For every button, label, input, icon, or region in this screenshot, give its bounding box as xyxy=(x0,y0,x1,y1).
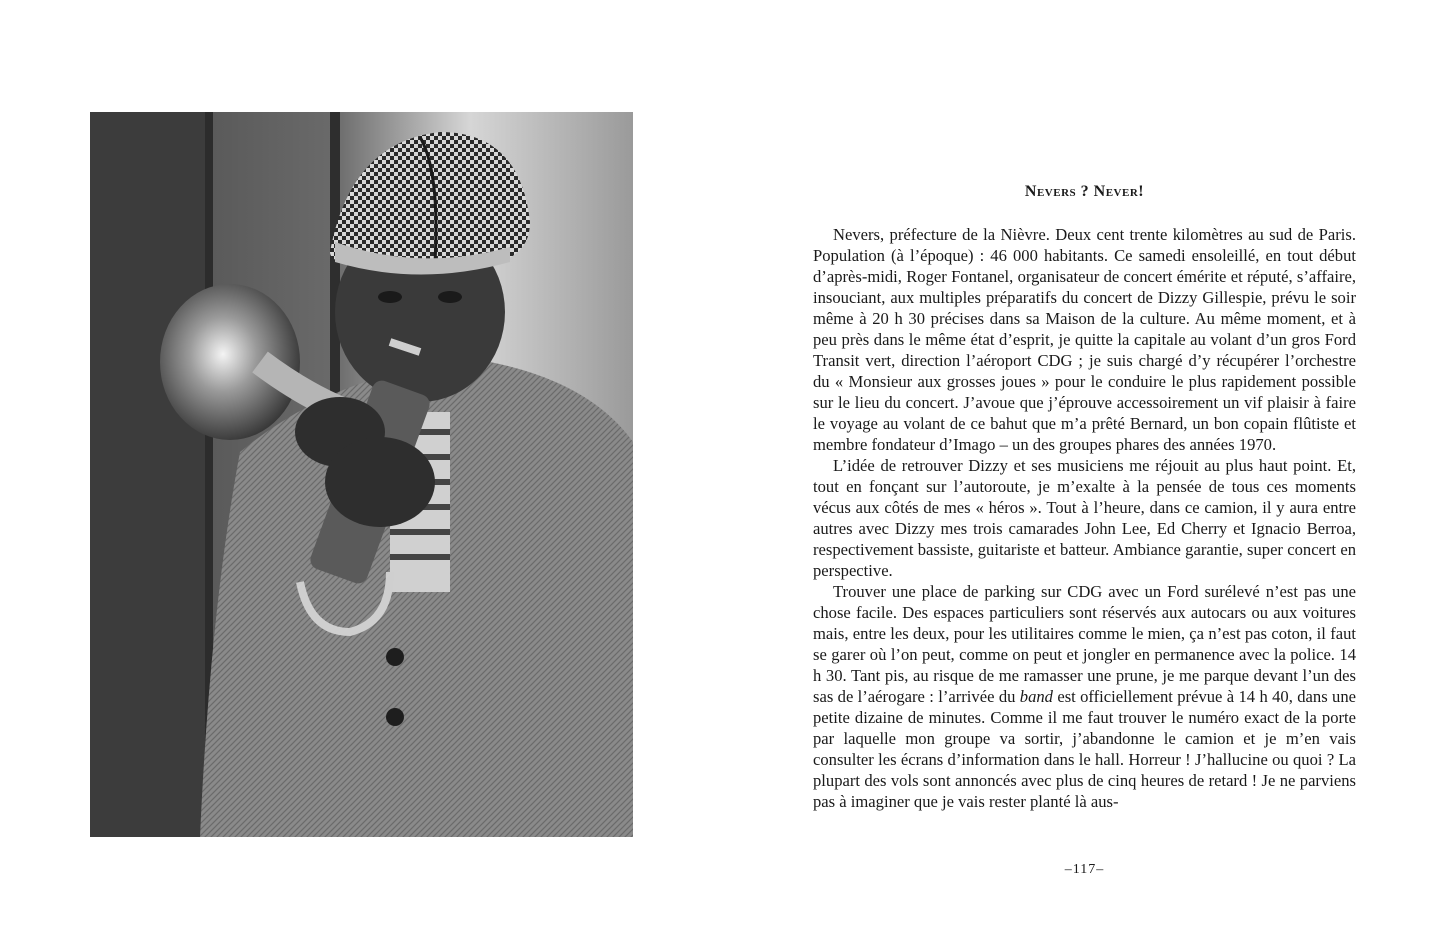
paragraph-text: L’idée de retrouver Dizzy et ses musiciens me réjouit au plus haut point. Et, tout en fonçant sur l’autoroute, je m’exalte à la pensée de tous ces moments vécus aux côtés de mes « héros ». Tout à l’heure, dans ce camion, il y aura entre autres avec Dizzy mes trois camarades John Lee, Ed Cherry et Ignacio Berroa, respectivement bassiste, guitariste et batteur. Ambiance garantie, super concert en perspective. xyxy=(813,456,1356,580)
paragraph xyxy=(813,455,1356,581)
trumpet-player-photo xyxy=(90,112,633,837)
paragraph-text: est officiellement prévue à 14 h 40, dans une petite dizaine de minutes. Comme il me faut trouver le numéro exact de la porte par laquelle mon groupe va sortir, j’abandonne le camion et je m’en vais consulter les écrans d’information dans le hall. Horreur ! J’hallucine ou quoi ? La plupart des vols sont annoncés avec plus de cinq heures de retard ! Je ne parviens pas à imaginer que je vais rester planté là aus- xyxy=(813,687,1356,811)
paragraph xyxy=(813,581,1356,812)
paragraph xyxy=(813,224,1356,455)
paragraph-text: Nevers, préfecture de la Nièvre. Deux cent trente kilomètres au sud de Paris. Population (à l’époque) : 46 000 habitants. Ce samedi ensoleillé, en tout début d’après-midi, Roger Fontanel, organisateur de concert émérite et réputé, s’affaire, insouciant, aux multiples préparatifs du concert de Dizzy Gillespie, prévu le soir même à 20 h 30 précises dans sa Maison de la culture. Au même moment, et à peu près dans le même état d’esprit, je quitte la capitale au volant d’un gros Ford Transit vert, direction l’aéroport CDG ; je suis chargé d’y récupérer l’orchestre du « Monsieur aux grosses joues » pour le conduire le plus rapidement possible sur le lieu du concert. J’avoue que j’éprouve accessoirement un vif plaisir à faire le voyage au volant de ce bahut que m’a prêté Bernard, un bon copain flûtiste et membre fondateur d’Imago – un des groupes phares des années 1970. xyxy=(813,225,1356,454)
photograph xyxy=(90,112,633,837)
paragraph-text: Trouver une place de parking sur CDG avec un Ford surélevé n’est pas une chose facile. Des espaces particuliers sont réservés aux autocars ou aux voitures mais, entre les deux, pour les utilitaires comme le mien, ça n’est pas coton, il faut se garer où l’on peut, comme on peut et jongler en permanence avec la police. 14 h 30. Tant pis, au risque de me ramasser une prune, je me parque devant l’un des sas de l’aérogare : l’arrivée du xyxy=(813,582,1356,706)
body-text xyxy=(813,224,1356,812)
italic-word: band xyxy=(1019,687,1053,706)
chapter-title: Nevers ? Never! xyxy=(1024,183,1145,200)
page-number: –117– xyxy=(1064,862,1105,877)
